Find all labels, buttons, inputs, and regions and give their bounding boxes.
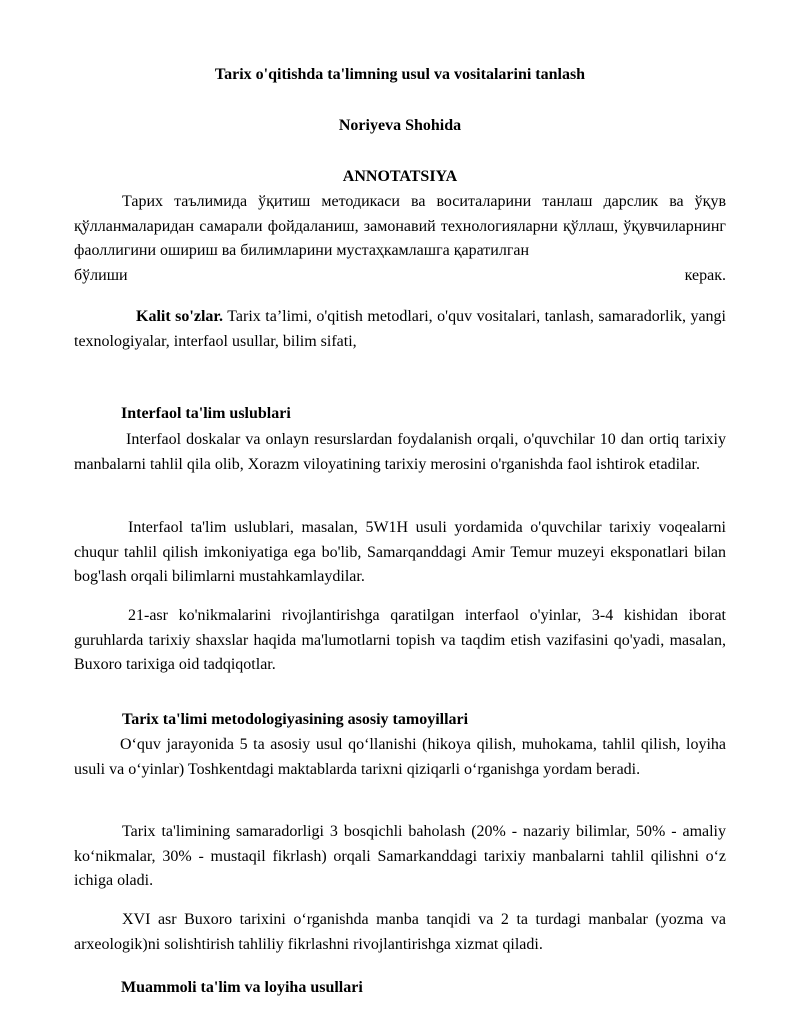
section-heading: Muammoli ta'lim va loyiha usullari <box>121 979 363 996</box>
author-name: Noriyeva Shohida <box>338 117 462 134</box>
section-paragraph: Interfaol ta'lim uslublari, masalan, 5W1H usuli yordamida o'quvchilar tarixiy voqealarni chuqur tahlil qilish imkoniyatiga ega bo'lib, Samarqanddagi Amir Temur muzeyi eksponatlari bilan bog'lash orqali bilimlarni mustahkamlaydilar. <box>74 519 726 585</box>
section-paragraph: Interfaol doskalar va onlayn resurslardan foydalanish orqali, o'quvchilar 10 dan ortiq tarixiy manbalarni tahlil qila olib, Xorazm viloyatining tarixiy merosini o'rganishda faol ishtirok etadilar. <box>74 431 726 473</box>
keywords-paragraph <box>74 305 726 354</box>
section-paragraph: 21-asr ko'nikmalarini rivojlantirishga qaratilgan interfaol o'yinlar, 3-4 kishidan iborat guruhlarda tarixiy shaxslar haqida ma'lumotlarni topish va taqdim etish vazifasini qo'yadi, masalan, Buxoro tarixiga oid tadqiqotlar. <box>74 607 726 673</box>
annotation-last-word-left: бўлиши <box>74 266 128 284</box>
annotation-paragraph <box>74 190 726 288</box>
section-paragraph: XVI asr Buxoro tarixini o‘rganishda manba tanqidi va 2 ta turdagi manbalar (yozma va arxeologik)ni solishtirish tahliliy fikrlashni rivojlantirishga xizmat qiladi. <box>74 911 726 953</box>
document-title: Tarix o'qitishda ta'limning usul va vositalarini tanlash <box>214 66 586 83</box>
annotation-last-line <box>74 264 726 289</box>
section-heading: Tarix ta'limi metodologiyasining asosiy tamoyillari <box>122 711 469 728</box>
section-paragraph: O‘quv jarayonida 5 ta asosiy usul qo‘llanishi (hikoya qilish, muhokama, tahlil qilish, loyiha usuli va o‘yinlar) Toshkentdagi maktablarda tarixni qiziqarli o‘rganishga yordam beradi. <box>74 736 726 778</box>
annotation-text: Тарих таълимида ўқитиш методикаси ва воситаларини танлаш дарслик ва ўқув қўлланмаларидан самарали фойдаланиш, замонавий технологияларни қўллаш, ўқувчиларнинг фаоллигини ошириш ва билимларини мустаҳкамлашга қаратилган <box>74 193 726 259</box>
keywords-text: Tarix ta’limi, o'qitish metodlari, o'quv vositalari, tanlash, samaradorlik, yangi texnologiyalar, interfaol usullar, bilim sifati, <box>74 308 726 350</box>
section-paragraph: Tarix ta'limining samaradorligi 3 bosqichli baholash (20% - nazariy bilimlar, 50% - amaliy ko‘nikmalar, 30% - mustaqil fikrlash) orqali Samarkanddagi tarixiy manbalarni tahlil qilishni o‘z ichiga oladi. <box>74 823 726 889</box>
keywords-label: Kalit so'zlar. <box>136 308 224 325</box>
annotation-heading: ANNOTATSIYA <box>342 168 458 185</box>
annotation-last-word-right: керак. <box>684 266 726 284</box>
section-heading: Interfaol ta'lim uslublari <box>121 405 291 422</box>
